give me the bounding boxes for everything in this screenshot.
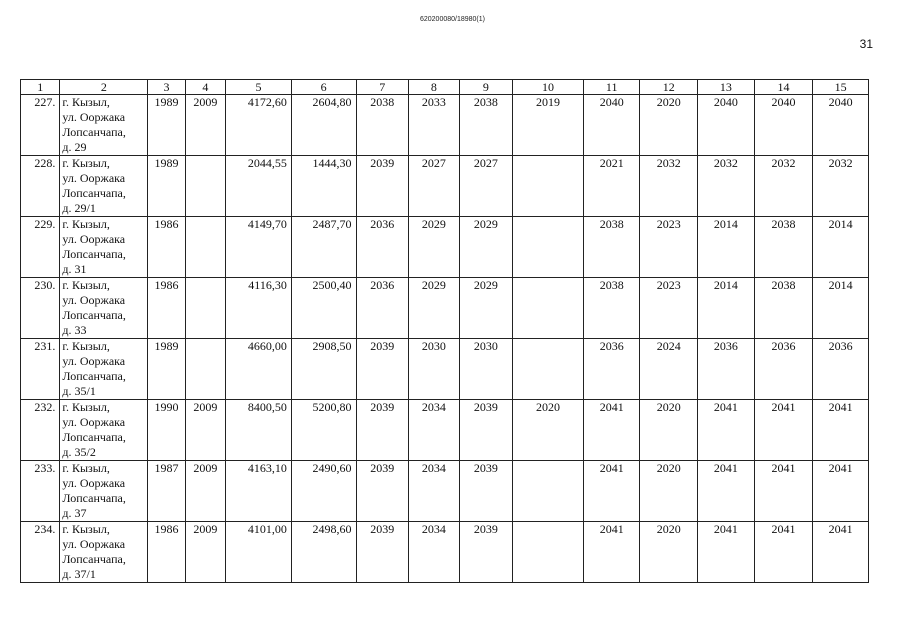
address-line: г. Кызыл, (62, 156, 110, 170)
cell-col-5: 2044,55 (226, 156, 292, 217)
cell-col-4 (185, 278, 225, 339)
cell-col-12: 2020 (640, 461, 698, 522)
column-header-6: 6 (291, 80, 356, 95)
cell-col-7: 2039 (356, 156, 409, 217)
cell-col-5: 4149,70 (226, 217, 292, 278)
cell-col-8: 2033 (409, 95, 460, 156)
cell-col-9: 2039 (459, 461, 513, 522)
row-number-cell: 231. (21, 339, 60, 400)
cell-col-6: 2500,40 (291, 278, 356, 339)
cell-col-12: 2023 (640, 217, 698, 278)
address-cell (60, 339, 148, 400)
address-line: ул. Ооржака (62, 293, 126, 307)
address-line: г. Кызыл, (62, 217, 110, 231)
address-line: ул. Ооржака (62, 171, 126, 185)
cell-col-7: 2036 (356, 217, 409, 278)
cell-col-11: 2038 (583, 217, 640, 278)
row-number-cell: 229. (21, 217, 60, 278)
cell-col-3: 1986 (148, 217, 185, 278)
cell-col-9: 2038 (459, 95, 513, 156)
cell-col-6: 2498,60 (291, 522, 356, 583)
address-line: д. 37 (62, 506, 87, 520)
table-row (21, 400, 869, 461)
cell-col-12: 2020 (640, 400, 698, 461)
address-cell (60, 217, 148, 278)
cell-col-13: 2036 (698, 339, 755, 400)
cell-col-15: 2041 (813, 461, 869, 522)
address-line: Лопсанчапа, (62, 186, 126, 200)
address-line: д. 35/1 (62, 384, 96, 398)
address-line: Лопсанчапа, (62, 369, 126, 383)
cell-col-5: 4116,30 (226, 278, 292, 339)
cell-col-15: 2040 (813, 95, 869, 156)
cell-col-8: 2029 (409, 217, 460, 278)
cell-col-13: 2041 (698, 400, 755, 461)
address-cell (60, 95, 148, 156)
row-number-cell: 232. (21, 400, 60, 461)
cell-col-15: 2036 (813, 339, 869, 400)
cell-col-10 (513, 278, 584, 339)
cell-col-14: 2036 (754, 339, 813, 400)
cell-col-15: 2041 (813, 522, 869, 583)
cell-col-4 (185, 217, 225, 278)
row-number-cell: 228. (21, 156, 60, 217)
cell-col-14: 2038 (754, 217, 813, 278)
cell-col-14: 2040 (754, 95, 813, 156)
cell-col-3: 1990 (148, 400, 185, 461)
cell-col-8: 2034 (409, 400, 460, 461)
cell-col-12: 2023 (640, 278, 698, 339)
cell-col-15: 2014 (813, 217, 869, 278)
address-cell (60, 522, 148, 583)
cell-col-6: 2604,80 (291, 95, 356, 156)
cell-col-10 (513, 156, 584, 217)
document-id: 620200080/18980(1) (419, 16, 485, 23)
address-line: д. 29 (62, 140, 87, 154)
address-cell (60, 278, 148, 339)
page-number: 31 (859, 37, 873, 51)
address-cell (60, 156, 148, 217)
cell-col-4: 2009 (185, 400, 225, 461)
cell-col-15: 2032 (813, 156, 869, 217)
cell-col-13: 2014 (698, 217, 755, 278)
cell-col-10 (513, 461, 584, 522)
cell-col-3: 1989 (148, 95, 185, 156)
table-row (21, 522, 869, 583)
cell-col-7: 2039 (356, 522, 409, 583)
cell-col-6: 2908,50 (291, 339, 356, 400)
row-number-cell: 227. (21, 95, 60, 156)
address-line: д. 31 (62, 262, 87, 276)
cell-col-5: 4101,00 (226, 522, 292, 583)
cell-col-13: 2040 (698, 95, 755, 156)
table-row (21, 95, 869, 156)
cell-col-11: 2041 (583, 400, 640, 461)
cell-col-14: 2041 (754, 461, 813, 522)
cell-col-7: 2039 (356, 400, 409, 461)
cell-col-4 (185, 339, 225, 400)
cell-col-8: 2034 (409, 461, 460, 522)
address-line: д. 33 (62, 323, 87, 337)
cell-col-5: 4163,10 (226, 461, 292, 522)
column-header-7: 7 (356, 80, 409, 95)
column-header-2: 2 (60, 80, 148, 95)
cell-col-14: 2038 (754, 278, 813, 339)
cell-col-3: 1986 (148, 278, 185, 339)
cell-col-5: 8400,50 (226, 400, 292, 461)
cell-col-6: 2487,70 (291, 217, 356, 278)
cell-col-8: 2034 (409, 522, 460, 583)
address-line: г. Кызыл, (62, 522, 110, 536)
cell-col-5: 4172,60 (226, 95, 292, 156)
column-header-9: 9 (459, 80, 513, 95)
housing-table (20, 79, 869, 583)
cell-col-7: 2038 (356, 95, 409, 156)
cell-col-13: 2041 (698, 522, 755, 583)
table-row (21, 461, 869, 522)
cell-col-3: 1986 (148, 522, 185, 583)
cell-col-10 (513, 217, 584, 278)
cell-col-13: 2032 (698, 156, 755, 217)
cell-col-11: 2041 (583, 461, 640, 522)
address-line: ул. Ооржака (62, 110, 126, 124)
address-line: д. 29/1 (62, 201, 96, 215)
cell-col-4: 2009 (185, 461, 225, 522)
column-header-12: 12 (640, 80, 698, 95)
column-header-4: 4 (185, 80, 225, 95)
cell-col-3: 1989 (148, 156, 185, 217)
table-row (21, 278, 869, 339)
table-row (21, 339, 869, 400)
cell-col-10 (513, 339, 584, 400)
column-header-5: 5 (226, 80, 292, 95)
cell-col-9: 2029 (459, 278, 513, 339)
address-line: г. Кызыл, (62, 95, 110, 109)
cell-col-14: 2032 (754, 156, 813, 217)
cell-col-4: 2009 (185, 95, 225, 156)
cell-col-8: 2030 (409, 339, 460, 400)
address-line: Лопсанчапа, (62, 430, 126, 444)
address-line: ул. Ооржака (62, 232, 126, 246)
cell-col-11: 2036 (583, 339, 640, 400)
address-line: Лопсанчапа, (62, 552, 126, 566)
cell-col-15: 2014 (813, 278, 869, 339)
cell-col-4 (185, 156, 225, 217)
cell-col-11: 2038 (583, 278, 640, 339)
cell-col-9: 2039 (459, 522, 513, 583)
cell-col-10 (513, 522, 584, 583)
cell-col-8: 2027 (409, 156, 460, 217)
cell-col-7: 2036 (356, 278, 409, 339)
cell-col-3: 1989 (148, 339, 185, 400)
column-header-14: 14 (754, 80, 813, 95)
address-line: ул. Ооржака (62, 354, 126, 368)
address-line: д. 35/2 (62, 445, 96, 459)
cell-col-11: 2041 (583, 522, 640, 583)
address-line: Лопсанчапа, (62, 125, 126, 139)
cell-col-6: 5200,80 (291, 400, 356, 461)
row-number-cell: 234. (21, 522, 60, 583)
row-number-cell: 230. (21, 278, 60, 339)
column-header-3: 3 (148, 80, 185, 95)
column-header-1: 1 (21, 80, 60, 95)
cell-col-14: 2041 (754, 522, 813, 583)
address-line: г. Кызыл, (62, 278, 110, 292)
cell-col-9: 2039 (459, 400, 513, 461)
column-header-11: 11 (583, 80, 640, 95)
address-line: ул. Ооржака (62, 537, 126, 551)
cell-col-7: 2039 (356, 339, 409, 400)
column-header-8: 8 (409, 80, 460, 95)
address-line: Лопсанчапа, (62, 308, 126, 322)
address-line: д. 37/1 (62, 567, 96, 581)
cell-col-10: 2020 (513, 400, 584, 461)
cell-col-5: 4660,00 (226, 339, 292, 400)
cell-col-11: 2021 (583, 156, 640, 217)
cell-col-3: 1987 (148, 461, 185, 522)
cell-col-12: 2024 (640, 339, 698, 400)
cell-col-14: 2041 (754, 400, 813, 461)
cell-col-7: 2039 (356, 461, 409, 522)
cell-col-6: 2490,60 (291, 461, 356, 522)
cell-col-15: 2041 (813, 400, 869, 461)
row-number-cell: 233. (21, 461, 60, 522)
address-line: г. Кызыл, (62, 339, 110, 353)
column-header-10: 10 (513, 80, 584, 95)
cell-col-8: 2029 (409, 278, 460, 339)
column-header-13: 13 (698, 80, 755, 95)
address-line: Лопсанчапа, (62, 491, 126, 505)
cell-col-10: 2019 (513, 95, 584, 156)
cell-col-12: 2032 (640, 156, 698, 217)
address-line: ул. Ооржака (62, 476, 126, 490)
cell-col-9: 2027 (459, 156, 513, 217)
cell-col-13: 2041 (698, 461, 755, 522)
address-line: г. Кызыл, (62, 461, 110, 475)
table-row (21, 156, 869, 217)
cell-col-9: 2030 (459, 339, 513, 400)
address-line: Лопсанчапа, (62, 247, 126, 261)
address-cell (60, 461, 148, 522)
table-header-row (21, 80, 869, 95)
cell-col-11: 2040 (583, 95, 640, 156)
address-cell (60, 400, 148, 461)
table-row (21, 217, 869, 278)
address-line: г. Кызыл, (62, 400, 110, 414)
cell-col-6: 1444,30 (291, 156, 356, 217)
cell-col-13: 2014 (698, 278, 755, 339)
address-line: ул. Ооржака (62, 415, 126, 429)
cell-col-9: 2029 (459, 217, 513, 278)
cell-col-12: 2020 (640, 95, 698, 156)
cell-col-12: 2020 (640, 522, 698, 583)
cell-col-4: 2009 (185, 522, 225, 583)
column-header-15: 15 (813, 80, 869, 95)
